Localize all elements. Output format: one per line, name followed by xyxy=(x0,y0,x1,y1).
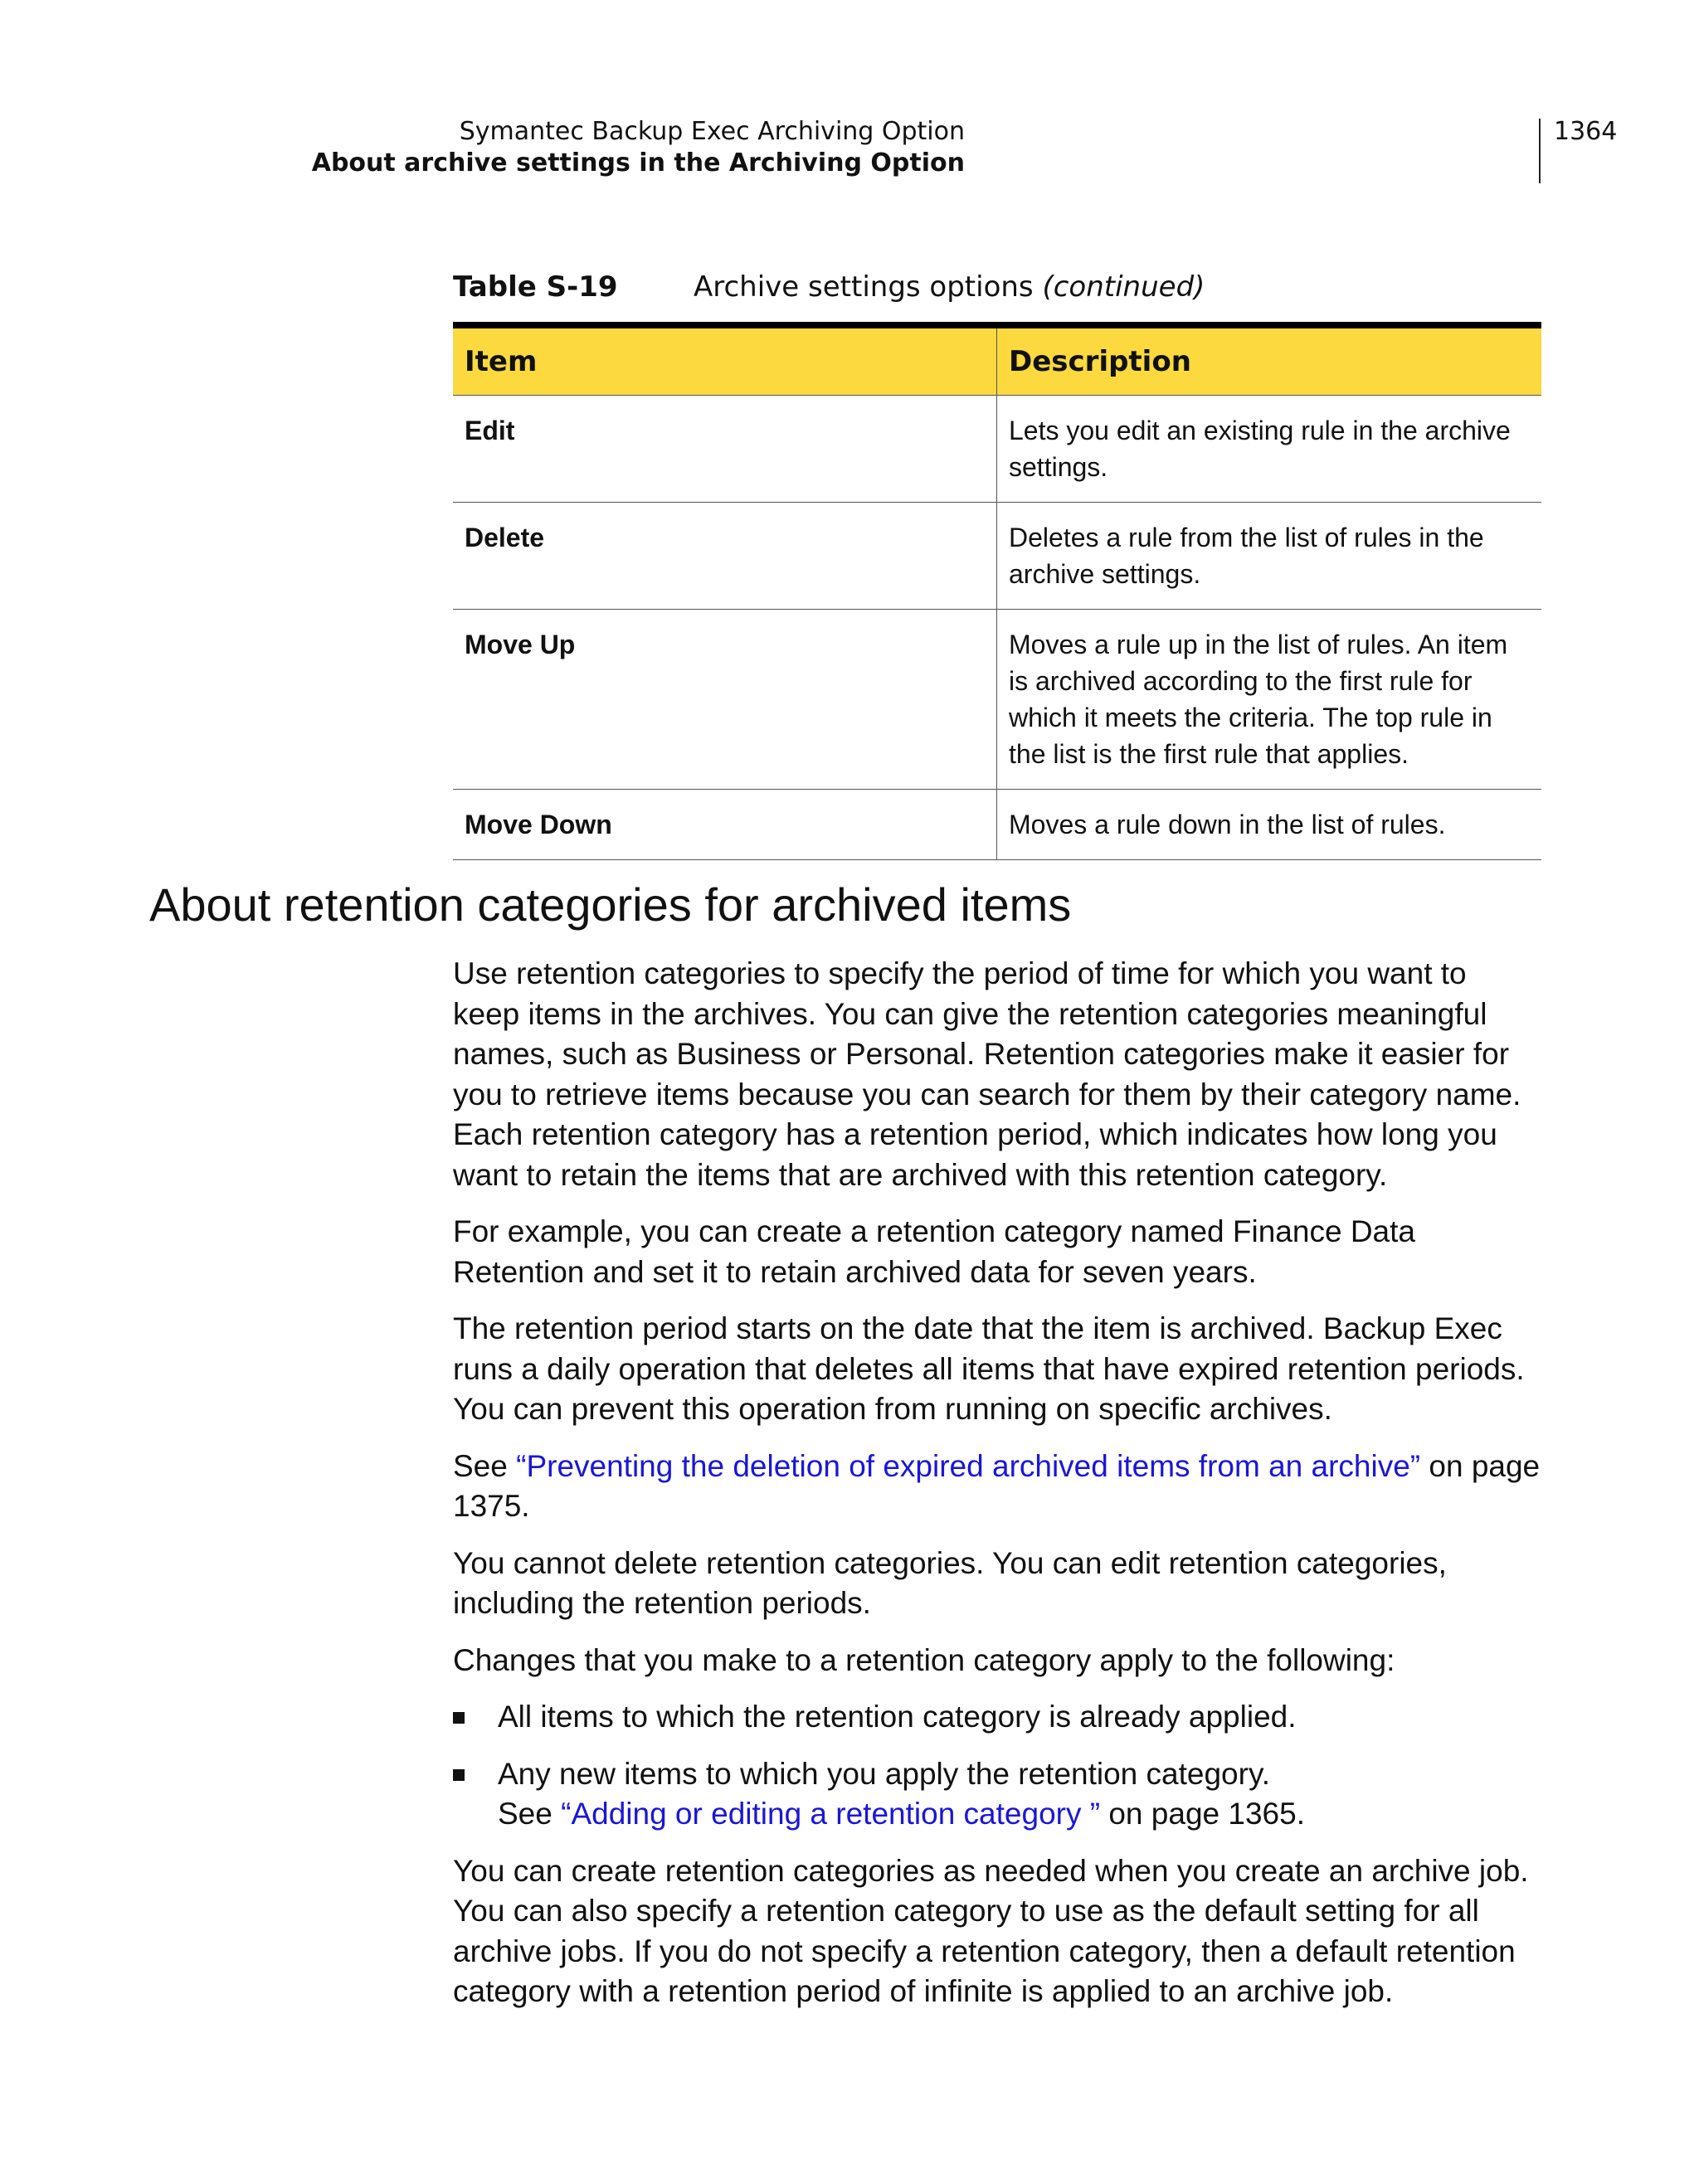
header-divider xyxy=(1539,119,1541,183)
see-suffix: on page 1375. xyxy=(453,1448,1541,1523)
archive-settings-table xyxy=(453,322,1541,860)
paragraph: You cannot delete retention categories. You can edit retention categories, including the retention periods. xyxy=(453,1545,1447,1620)
list-item-text: All items to which the retention category is already applied. xyxy=(498,1700,1297,1734)
list-item xyxy=(453,1697,1541,1738)
row-item: Edit xyxy=(453,396,997,503)
column-header-description: Description xyxy=(997,325,1542,396)
table-row xyxy=(453,396,1541,503)
row-item: Move Up xyxy=(453,610,997,790)
page-number: 1364 xyxy=(1554,117,1618,146)
link-preventing-deletion[interactable]: “Preventing the deletion of expired archived items from an archive” xyxy=(516,1448,1421,1483)
list-item xyxy=(453,1754,1541,1835)
see-prefix: See xyxy=(498,1797,562,1831)
table-row xyxy=(453,610,1541,790)
row-description: Deletes a rule from the list of rules in the archive settings. xyxy=(997,503,1542,610)
paragraph: You can create retention categories as needed when you create an archive job. You can also specify a retention category to use as the default setting for all archive jobs. If you do not specify a retention category, then a default retention category with a retention period of infinite is applied to an archive job. xyxy=(453,1853,1529,2008)
paragraph: Changes that you make to a retention category apply to the following: xyxy=(453,1642,1395,1677)
running-header xyxy=(312,116,965,179)
table-title: Archive settings options xyxy=(694,270,1034,304)
row-description: Moves a rule up in the list of rules. An item is archived according to the first rule for which it meets the criteria. The top rule in the list is the first rule that applies. xyxy=(997,610,1542,790)
table-label: Table S-19 xyxy=(453,270,618,304)
bullet-list xyxy=(453,1697,1541,1835)
table-row xyxy=(453,790,1541,860)
column-header-item: Item xyxy=(453,325,997,396)
list-item-text: Any new items to which you apply the retention category. xyxy=(498,1756,1270,1791)
table-header-row xyxy=(453,325,1541,396)
see-prefix: See xyxy=(453,1448,517,1483)
see-suffix: on page 1365. xyxy=(1100,1797,1305,1831)
row-item: Move Down xyxy=(453,790,997,860)
row-description: Moves a rule down in the list of rules. xyxy=(997,790,1542,860)
paragraph: Use retention categories to specify the period of time for which you want to keep items in the archives. You can give the retention categories meaningful names, such as Business or Personal. Retention categories make it easier for you to retrieve items because you can search for them by their category name. Each retention category has a retention period, which indicates how long you want to retain the items that are archived with this retention category. xyxy=(453,956,1521,1192)
bullet-square-icon xyxy=(453,1712,465,1724)
section-heading: About retention categories for archived items xyxy=(149,878,1072,931)
paragraph: For example, you can create a retention category named Finance Data Retention and set it to retain archived data for seven years. xyxy=(453,1214,1415,1289)
row-item: Delete xyxy=(453,503,997,610)
paragraph: The retention period starts on the date that the item is archived. Backup Exec runs a daily operation that deletes all items that have expired retention periods. You can prevent this operation from running on specific archives. xyxy=(453,1311,1525,1426)
header-subtitle: About archive settings in the Archiving Option xyxy=(311,148,965,178)
table-continued: (continued) xyxy=(1042,270,1205,304)
bullet-square-icon xyxy=(453,1769,465,1781)
table-caption xyxy=(453,270,1205,304)
link-adding-editing-retention[interactable]: “Adding or editing a retention category ” xyxy=(561,1797,1101,1831)
see-also xyxy=(453,1447,1541,1527)
table-row xyxy=(453,503,1541,610)
header-title: Symantec Backup Exec Archiving Option xyxy=(459,117,965,146)
section-body xyxy=(453,954,1541,2029)
row-description: Lets you edit an existing rule in the archive settings. xyxy=(997,396,1542,503)
